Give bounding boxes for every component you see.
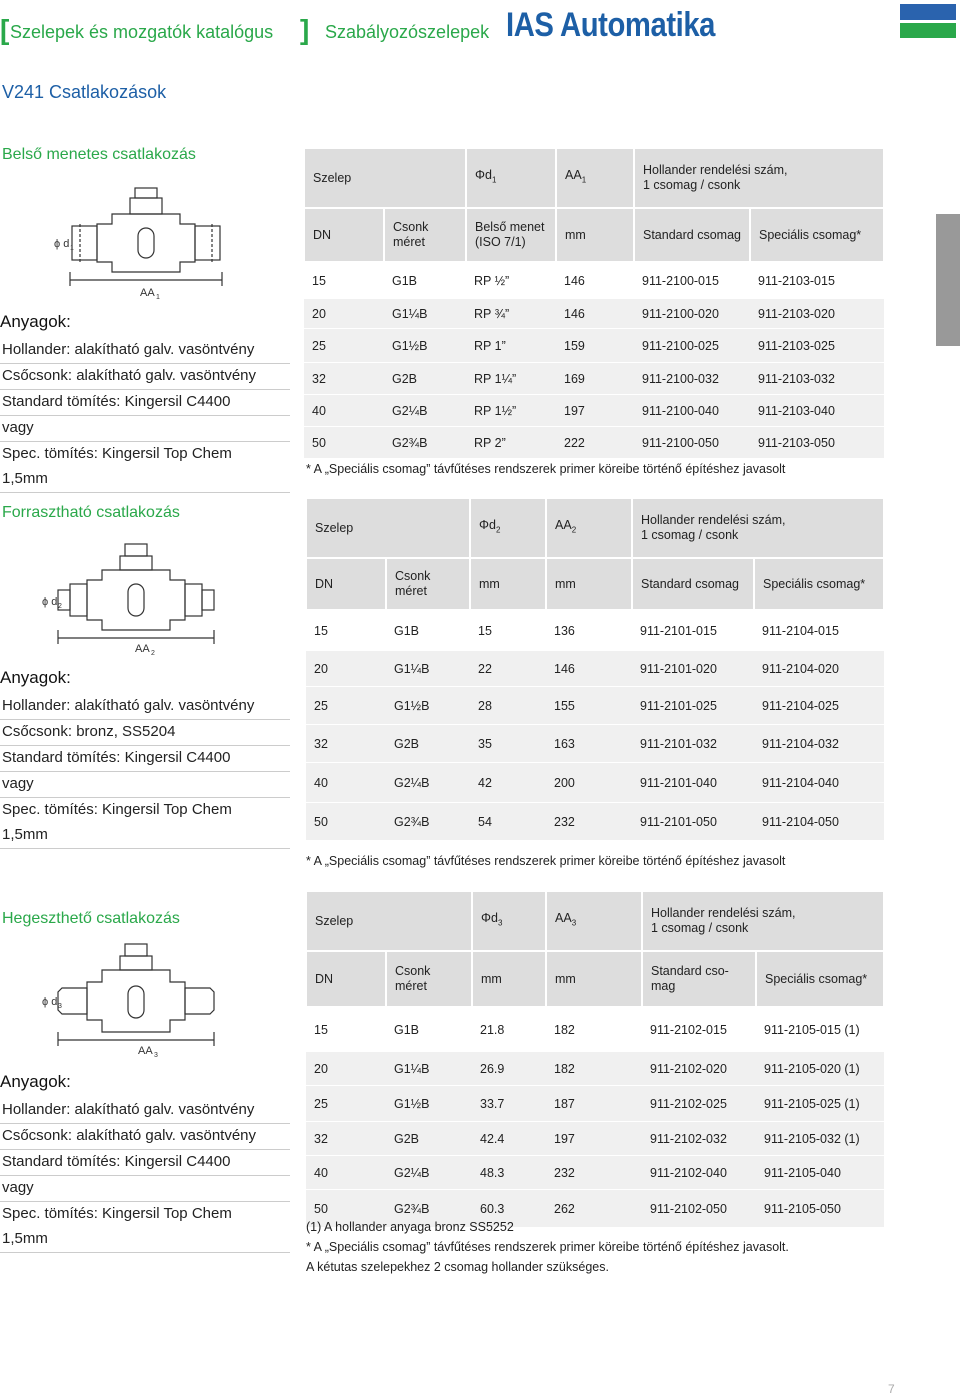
- page-header: [0, 0, 960, 62]
- material-line: Csőcsonk: alakítható galv. vasöntvény: [0, 364, 290, 390]
- phi-label: ϕ d: [42, 596, 58, 608]
- col-stub: Csonk méret: [386, 558, 470, 610]
- section-title-weld: Hegeszthető csatlakozás: [2, 910, 180, 927]
- table-cell: 911-2105-040: [756, 1155, 884, 1189]
- table-cell: 40: [306, 762, 386, 802]
- table-row: [306, 762, 884, 802]
- col-stub: Csonk méret: [386, 951, 472, 1007]
- table-cell: 911-2105-032 (1): [756, 1121, 884, 1155]
- header-section: Szabályozószelepek: [325, 22, 490, 42]
- col-order: Hollander rendelési szám, 1 csomag / csonk: [634, 148, 884, 208]
- materials-threaded: [0, 312, 290, 493]
- table-cell: G2¼B: [386, 1155, 472, 1189]
- table-cell: 911-2105-050: [756, 1189, 884, 1227]
- table-row: [304, 262, 884, 298]
- col-dn: DN: [304, 208, 384, 262]
- phi-sub: 3: [58, 1003, 62, 1010]
- material-line: 1,5mm: [0, 1227, 290, 1253]
- table-cell: 42.4: [472, 1121, 546, 1155]
- table-cell: 26.9: [472, 1051, 546, 1085]
- table-cell: 911-2102-020: [642, 1051, 756, 1085]
- aa-sub: 3: [154, 1052, 158, 1059]
- side-tab: [936, 214, 960, 346]
- col-valve: Szelep: [304, 148, 466, 208]
- table-cell: 232: [546, 802, 632, 840]
- table-cell: 911-2101-032: [632, 724, 754, 762]
- table-cell: 262: [546, 1189, 642, 1227]
- table-cell: 50: [304, 426, 384, 458]
- col-mm: mm: [546, 951, 642, 1007]
- table-cell: 48.3: [472, 1155, 546, 1189]
- table-cell: G2B: [386, 1121, 472, 1155]
- valve-drawing-threaded: [50, 180, 230, 300]
- table-cell: 40: [306, 1155, 386, 1189]
- table-cell: 911-2104-040: [754, 762, 884, 802]
- table-cell: 146: [556, 262, 634, 298]
- table-cell: G1B: [384, 262, 466, 298]
- table-cell: 40: [304, 394, 384, 426]
- table-cell: 911-2103-040: [750, 394, 884, 426]
- col-special: Speciális csomag*: [754, 558, 884, 610]
- col-aa: $AA_3$: [546, 891, 642, 951]
- table-cell: 20: [306, 1051, 386, 1085]
- col-phi: $\Phi d_2$: [470, 498, 546, 558]
- material-line: vagy: [0, 772, 290, 798]
- table-row: [306, 650, 884, 686]
- table-subheader-row: [304, 208, 884, 262]
- aa-sub: 2: [151, 650, 155, 657]
- table-cell: 25: [306, 686, 386, 724]
- col-standard: Standard cso- mag: [642, 951, 756, 1007]
- table-cell: 222: [556, 426, 634, 458]
- table-cell: 146: [546, 650, 632, 686]
- table-cell: 911-2105-020 (1): [756, 1051, 884, 1085]
- table-cell: G2¾B: [386, 1189, 472, 1227]
- col-aa: $AA_1$: [556, 148, 634, 208]
- table-cell: 20: [306, 650, 386, 686]
- phi-sub: 2: [58, 603, 62, 610]
- table-subheader-row: [306, 558, 884, 610]
- table-cell: 155: [546, 686, 632, 724]
- col-standard: Standard csomag: [634, 208, 750, 262]
- col-standard: Standard csomag: [632, 558, 754, 610]
- material-line: Spec. tömítés: Kingersil Top Chem: [2, 1205, 232, 1222]
- table-cell: RP 1”: [466, 328, 556, 362]
- table-cell: 15: [470, 610, 546, 650]
- table-cell: 911-2102-015: [642, 1007, 756, 1051]
- table-cell: G1½B: [386, 1085, 472, 1121]
- col-special: Speciális csomag*: [756, 951, 884, 1007]
- table-cell: G1B: [386, 610, 470, 650]
- phi-label: ϕ d: [54, 238, 70, 250]
- material-line: vagy: [0, 416, 290, 442]
- table-cell: 911-2103-025: [750, 328, 884, 362]
- table-cell: 911-2103-020: [750, 298, 884, 328]
- col-dn: DN: [306, 558, 386, 610]
- material-line: 1,5mm: [0, 467, 290, 493]
- table-cell: 911-2104-015: [754, 610, 884, 650]
- material-line: Csőcsonk: bronz, SS5204: [0, 720, 290, 746]
- table-cell: 15: [306, 610, 386, 650]
- table-cell: 197: [556, 394, 634, 426]
- table-cell: 911-2104-032: [754, 724, 884, 762]
- valve-drawing-weld: [40, 938, 220, 1060]
- material-line: Standard tömítés: Kingersil C4400: [0, 1150, 290, 1176]
- table-cell: 911-2100-032: [634, 362, 750, 394]
- table-cell: 159: [556, 328, 634, 362]
- table-cell: 25: [306, 1085, 386, 1121]
- table-row: [306, 1155, 884, 1189]
- table-cell: G2¼B: [384, 394, 466, 426]
- table-cell: 911-2102-040: [642, 1155, 756, 1189]
- table-cell: RP 1¼”: [466, 362, 556, 394]
- table-row: [306, 1121, 884, 1155]
- col-mm: mm: [556, 208, 634, 262]
- table-cell: 42: [470, 762, 546, 802]
- table-header-row: [306, 498, 884, 558]
- aa-label: AA: [138, 1045, 153, 1057]
- table-cell: 911-2100-050: [634, 426, 750, 458]
- table-note: (1) A hollander anyaga bronz SS5252: [306, 1220, 514, 1234]
- col-order: Hollander rendelési szám, 1 csomag / csonk: [632, 498, 884, 558]
- table-cell: 911-2103-015: [750, 262, 884, 298]
- table-row: [304, 298, 884, 328]
- valve-drawing-solder: [40, 538, 220, 658]
- table-row: [306, 1051, 884, 1085]
- table-row: [306, 1085, 884, 1121]
- material-line: Spec. tömítés: Kingersil Top Chem: [2, 801, 232, 818]
- page-number: 7: [888, 1382, 895, 1396]
- table-row: [306, 1007, 884, 1051]
- phi-label: ϕ d: [42, 996, 58, 1008]
- spec-table-solder: [306, 498, 884, 840]
- aa-label: AA: [140, 287, 155, 299]
- table-cell: G2B: [386, 724, 470, 762]
- table-note: A kétutas szelepekhez 2 csomag hollander szükséges.: [306, 1260, 609, 1274]
- table-cell: 911-2101-015: [632, 610, 754, 650]
- bracket-close: ]: [300, 14, 310, 45]
- table-cell: 187: [546, 1085, 642, 1121]
- material-line: 1,5mm: [0, 823, 290, 849]
- table-cell: RP ½”: [466, 262, 556, 298]
- phi-sub: 1: [70, 245, 74, 252]
- table-cell: 200: [546, 762, 632, 802]
- table-cell: 911-2100-040: [634, 394, 750, 426]
- materials-solder: [0, 668, 290, 849]
- col-dn: DN: [306, 951, 386, 1007]
- table-cell: 169: [556, 362, 634, 394]
- material-line: Hollander: alakítható galv. vasöntvény: [0, 1098, 290, 1124]
- table-header-row: [306, 891, 884, 951]
- page-title: V241 Csatlakozások: [2, 82, 167, 102]
- table-cell: 911-2105-015 (1): [756, 1007, 884, 1051]
- col-aa: $AA_2$: [546, 498, 632, 558]
- bracket-open: [: [0, 14, 10, 45]
- col-valve: Szelep: [306, 498, 470, 558]
- header-catalog: Szelepek és mozgatók katalógus: [10, 22, 274, 42]
- material-line: Hollander: alakítható galv. vasöntvény: [0, 338, 290, 364]
- aa-sub: 1: [156, 294, 160, 300]
- table-cell: G2B: [384, 362, 466, 394]
- col-special: Speciális csomag*: [750, 208, 884, 262]
- table-row: [304, 426, 884, 458]
- col-mm: mm: [546, 558, 632, 610]
- spec-table-threaded: [304, 148, 884, 458]
- table-cell: 163: [546, 724, 632, 762]
- table-cell: RP ¾”: [466, 298, 556, 328]
- table-subheader-row: [306, 951, 884, 1007]
- table-cell: 32: [306, 1121, 386, 1155]
- table-cell: 182: [546, 1051, 642, 1085]
- materials-heading: Anyagok:: [0, 312, 71, 331]
- brand-logo-mark: [900, 4, 956, 38]
- table-row: [306, 610, 884, 650]
- table-cell: 15: [304, 262, 384, 298]
- aa-label: AA: [135, 643, 150, 655]
- table-cell: G1B: [386, 1007, 472, 1051]
- table-cell: 21.8: [472, 1007, 546, 1051]
- table-cell: 911-2102-025: [642, 1085, 756, 1121]
- table-row: [306, 686, 884, 724]
- col-phi: $\Phi d_3$: [472, 891, 546, 951]
- table-cell: G2¾B: [386, 802, 470, 840]
- table-cell: G1½B: [384, 328, 466, 362]
- table-cell: 911-2102-050: [642, 1189, 756, 1227]
- table-cell: 182: [546, 1007, 642, 1051]
- table-cell: G2¾B: [384, 426, 466, 458]
- materials-weld: [0, 1072, 290, 1253]
- table-note: * A „Speciális csomag” távfűtéses rendszerek primer köreibe történő építéshez javasolt: [306, 854, 786, 868]
- spec-table-weld: [306, 891, 884, 1227]
- table-cell: 50: [306, 1189, 386, 1227]
- col-phi: $\Phi d_1$: [466, 148, 556, 208]
- table-cell: 232: [546, 1155, 642, 1189]
- section-title-solder: Forrasztható csatlakozás: [2, 504, 180, 521]
- table-cell: 35: [470, 724, 546, 762]
- col-mm: mm: [472, 951, 546, 1007]
- table-row: [306, 802, 884, 840]
- table-cell: 50: [306, 802, 386, 840]
- table-cell: 146: [556, 298, 634, 328]
- table-cell: G2¼B: [386, 762, 470, 802]
- table-cell: G1¼B: [386, 650, 470, 686]
- table-row: [304, 362, 884, 394]
- table-cell: G1¼B: [384, 298, 466, 328]
- table-cell: 911-2101-040: [632, 762, 754, 802]
- table-cell: 911-2104-025: [754, 686, 884, 724]
- table-cell: 911-2101-050: [632, 802, 754, 840]
- col-mm: mm: [470, 558, 546, 610]
- table-cell: 911-2100-020: [634, 298, 750, 328]
- table-row: [304, 328, 884, 362]
- table-cell: 911-2104-020: [754, 650, 884, 686]
- material-line: Hollander: alakítható galv. vasöntvény: [0, 694, 290, 720]
- table-cell: 28: [470, 686, 546, 724]
- table-note: * A „Speciális csomag” távfűtéses rendszerek primer köreibe történő építéshez javasolt.: [306, 1240, 789, 1254]
- table-cell: 911-2100-025: [634, 328, 750, 362]
- table-note: * A „Speciális csomag” távfűtéses rendszerek primer köreibe történő építéshez javasolt: [306, 462, 786, 476]
- table-cell: 911-2100-015: [634, 262, 750, 298]
- table-cell: 32: [306, 724, 386, 762]
- table-cell: 911-2102-032: [642, 1121, 756, 1155]
- material-line: Standard tömítés: Kingersil C4400: [0, 390, 290, 416]
- table-row: [306, 724, 884, 762]
- material-line: Standard tömítés: Kingersil C4400: [0, 746, 290, 772]
- table-cell: 54: [470, 802, 546, 840]
- materials-heading: Anyagok:: [0, 1072, 71, 1091]
- table-cell: 15: [306, 1007, 386, 1051]
- table-cell: 33.7: [472, 1085, 546, 1121]
- col-thread: Belső menet (ISO 7/1): [466, 208, 556, 262]
- table-cell: RP 1½”: [466, 394, 556, 426]
- material-line: Csőcsonk: alakítható galv. vasöntvény: [0, 1124, 290, 1150]
- table-cell: 197: [546, 1121, 642, 1155]
- table-cell: 22: [470, 650, 546, 686]
- table-cell: 911-2105-025 (1): [756, 1085, 884, 1121]
- col-order: Hollander rendelési szám, 1 csomag / csonk: [642, 891, 884, 951]
- table-cell: 911-2101-025: [632, 686, 754, 724]
- table-cell: 25: [304, 328, 384, 362]
- table-cell: 136: [546, 610, 632, 650]
- table-cell: 32: [304, 362, 384, 394]
- brand-name: IAS Automatika: [506, 6, 715, 44]
- materials-heading: Anyagok:: [0, 668, 71, 687]
- table-cell: RP 2”: [466, 426, 556, 458]
- table-cell: 911-2103-032: [750, 362, 884, 394]
- table-cell: 911-2101-020: [632, 650, 754, 686]
- table-row: [304, 394, 884, 426]
- table-header-row: [304, 148, 884, 208]
- table-cell: 60.3: [472, 1189, 546, 1227]
- table-cell: G1¼B: [386, 1051, 472, 1085]
- col-valve: Szelep: [306, 891, 472, 951]
- table-cell: G1½B: [386, 686, 470, 724]
- table-cell: 911-2104-050: [754, 802, 884, 840]
- material-line: Spec. tömítés: Kingersil Top Chem: [2, 445, 232, 462]
- section-title-threaded: Belső menetes csatlakozás: [2, 146, 196, 163]
- material-line: vagy: [0, 1176, 290, 1202]
- col-stub: Csonk méret: [384, 208, 466, 262]
- table-cell: 20: [304, 298, 384, 328]
- table-cell: 911-2103-050: [750, 426, 884, 458]
